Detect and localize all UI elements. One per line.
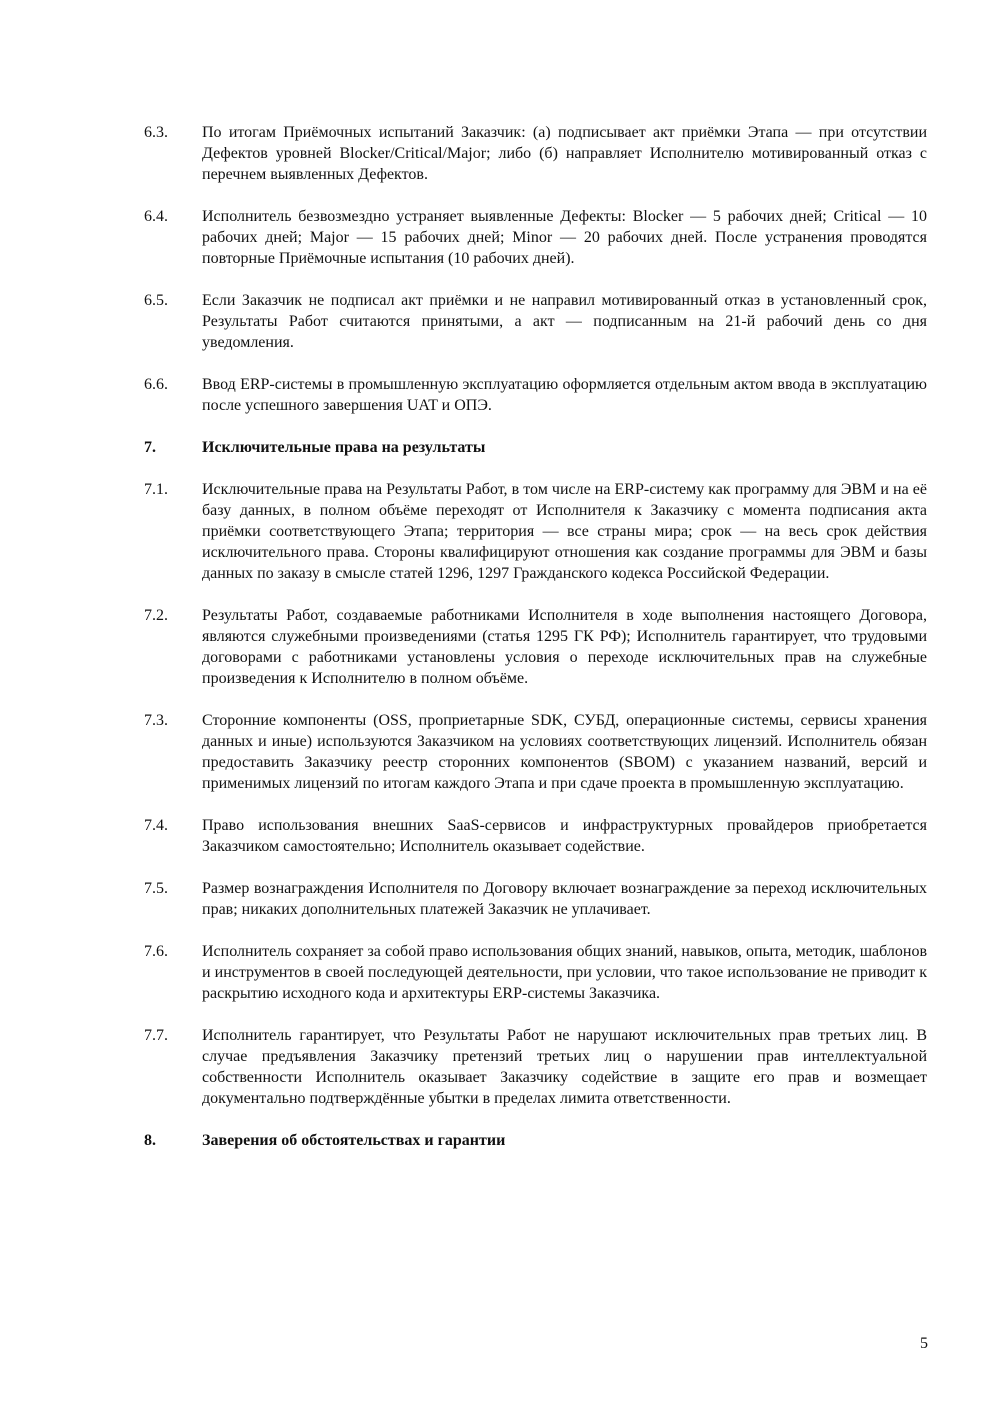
- clause-7-4: [144, 815, 927, 857]
- clause-text: Право использования внешних SaaS-сервисов и инфраструктурных провайдеров приобретается Заказчиком самостоятельно; Исполнитель оказывает содействие.: [202, 817, 927, 855]
- clause-text: Исключительные права на Результаты Работ, в том числе на ERP-систему как программу для ЭВМ и на её базу данных, в полном объёме переходят от Исполнителя к Заказчику с момента подписания акта приёмки соответствующего Этапа; территория — все страны мира; срок — на весь срок действия исключительного права. Стороны квалифицируют отношения как создание программы для ЭВМ и базы данных по заказу в смысле статей 1296, 1297 Гражданского кодекса Российской Федерации.: [202, 481, 927, 582]
- clause-7-6: [144, 941, 927, 1004]
- clause-6-3: [144, 122, 927, 185]
- document-body: [144, 122, 927, 1172]
- clause-text: Исполнитель сохраняет за собой право использования общих знаний, навыков, опыта, методик, шаблонов и инструментов в своей последующей деятельности, при условии, что такое использование не приводит к раскрытию исходного кода и архитектуры ERP-системы Заказчика.: [202, 943, 927, 1002]
- clause-6-6: [144, 374, 927, 416]
- page-number: 5: [920, 1335, 928, 1352]
- clause-7-1: [144, 479, 927, 584]
- clause-number: 6.5.: [144, 292, 168, 309]
- clause-number: 7.1.: [144, 481, 168, 498]
- clause-number: 6.3.: [144, 124, 168, 141]
- section-number: 7.: [144, 439, 156, 456]
- clause-number: 6.6.: [144, 376, 168, 393]
- section-heading-7: [144, 437, 927, 458]
- section-number: 8.: [144, 1132, 156, 1149]
- clause-6-5: [144, 290, 927, 353]
- clause-text: Размер вознаграждения Исполнителя по Договору включает вознаграждение за переход исключительных прав; никаких дополнительных платежей Заказчик не уплачивает.: [202, 880, 927, 918]
- section-title: Исключительные права на результаты: [202, 439, 486, 456]
- clause-text: Результаты Работ, создаваемые работниками Исполнителя в ходе выполнения настоящего Договора, являются служебными произведениями (статья 1295 ГК РФ); Исполнитель гарантирует, что трудовыми договорами с работниками установлены условия о переходе исключительных прав на служебные произведения к Исполнителю в полном объёме.: [202, 607, 927, 687]
- clause-number: 6.4.: [144, 208, 168, 225]
- clause-text: Сторонние компоненты (OSS, проприетарные SDK, СУБД, операционные системы, сервисы хранения данных и иные) используются Заказчиком на условиях соответствующих лицензий. Исполнитель обязан предоставить Заказчику реестр сторонних компонентов (SBOM) с указанием названий, версий и применимых лицензий по итогам каждого Этапа и при сдаче проекта в промышленную эксплуатацию.: [202, 712, 927, 792]
- section-heading-8: [144, 1130, 927, 1151]
- clause-text: Если Заказчик не подписал акт приёмки и не направил мотивированный отказ в установленный срок, Результаты Работ считаются принятыми, а акт — подписанным на 21-й рабочий день со дня уведомления.: [202, 292, 927, 351]
- clause-7-3: [144, 710, 927, 794]
- clause-number: 7.4.: [144, 817, 168, 834]
- clause-number: 7.6.: [144, 943, 168, 960]
- clause-text: Исполнитель безвозмездно устраняет выявленные Дефекты: Blocker — 5 рабочих дней; Critical — 10 рабочих дней; Major — 15 рабочих дней; Minor — 20 рабочих дней. После устранения проводятся повторные Приёмочные испытания (10 рабочих дней).: [202, 208, 927, 267]
- clause-number: 7.5.: [144, 880, 168, 897]
- clause-7-5: [144, 878, 927, 920]
- clause-text: По итогам Приёмочных испытаний Заказчик: (а) подписывает акт приёмки Этапа — при отсутствии Дефектов уровней Blocker/Critical/Major; либо (б) направляет Исполнителю мотивированный отказ с перечнем выявленных Дефектов.: [202, 124, 927, 183]
- clause-7-2: [144, 605, 927, 689]
- section-title: Заверения об обстоятельствах и гарантии: [202, 1132, 506, 1149]
- clause-number: 7.3.: [144, 712, 168, 729]
- clause-text: Ввод ERP-системы в промышленную эксплуатацию оформляется отдельным актом ввода в эксплуатацию после успешного завершения UAT и ОПЭ.: [202, 376, 927, 414]
- clause-7-7: [144, 1025, 927, 1109]
- clause-number: 7.7.: [144, 1027, 168, 1044]
- clause-text: Исполнитель гарантирует, что Результаты Работ не нарушают исключительных прав третьих лиц. В случае предъявления Заказчику претензий третьих лиц о нарушении прав интеллектуальной собственности Исполнитель оказывает Заказчику содействие в защите его прав и возмещает документально подтверждённые убытки в пределах лимита ответственности.: [202, 1027, 927, 1107]
- clause-number: 7.2.: [144, 607, 168, 624]
- clause-6-4: [144, 206, 927, 269]
